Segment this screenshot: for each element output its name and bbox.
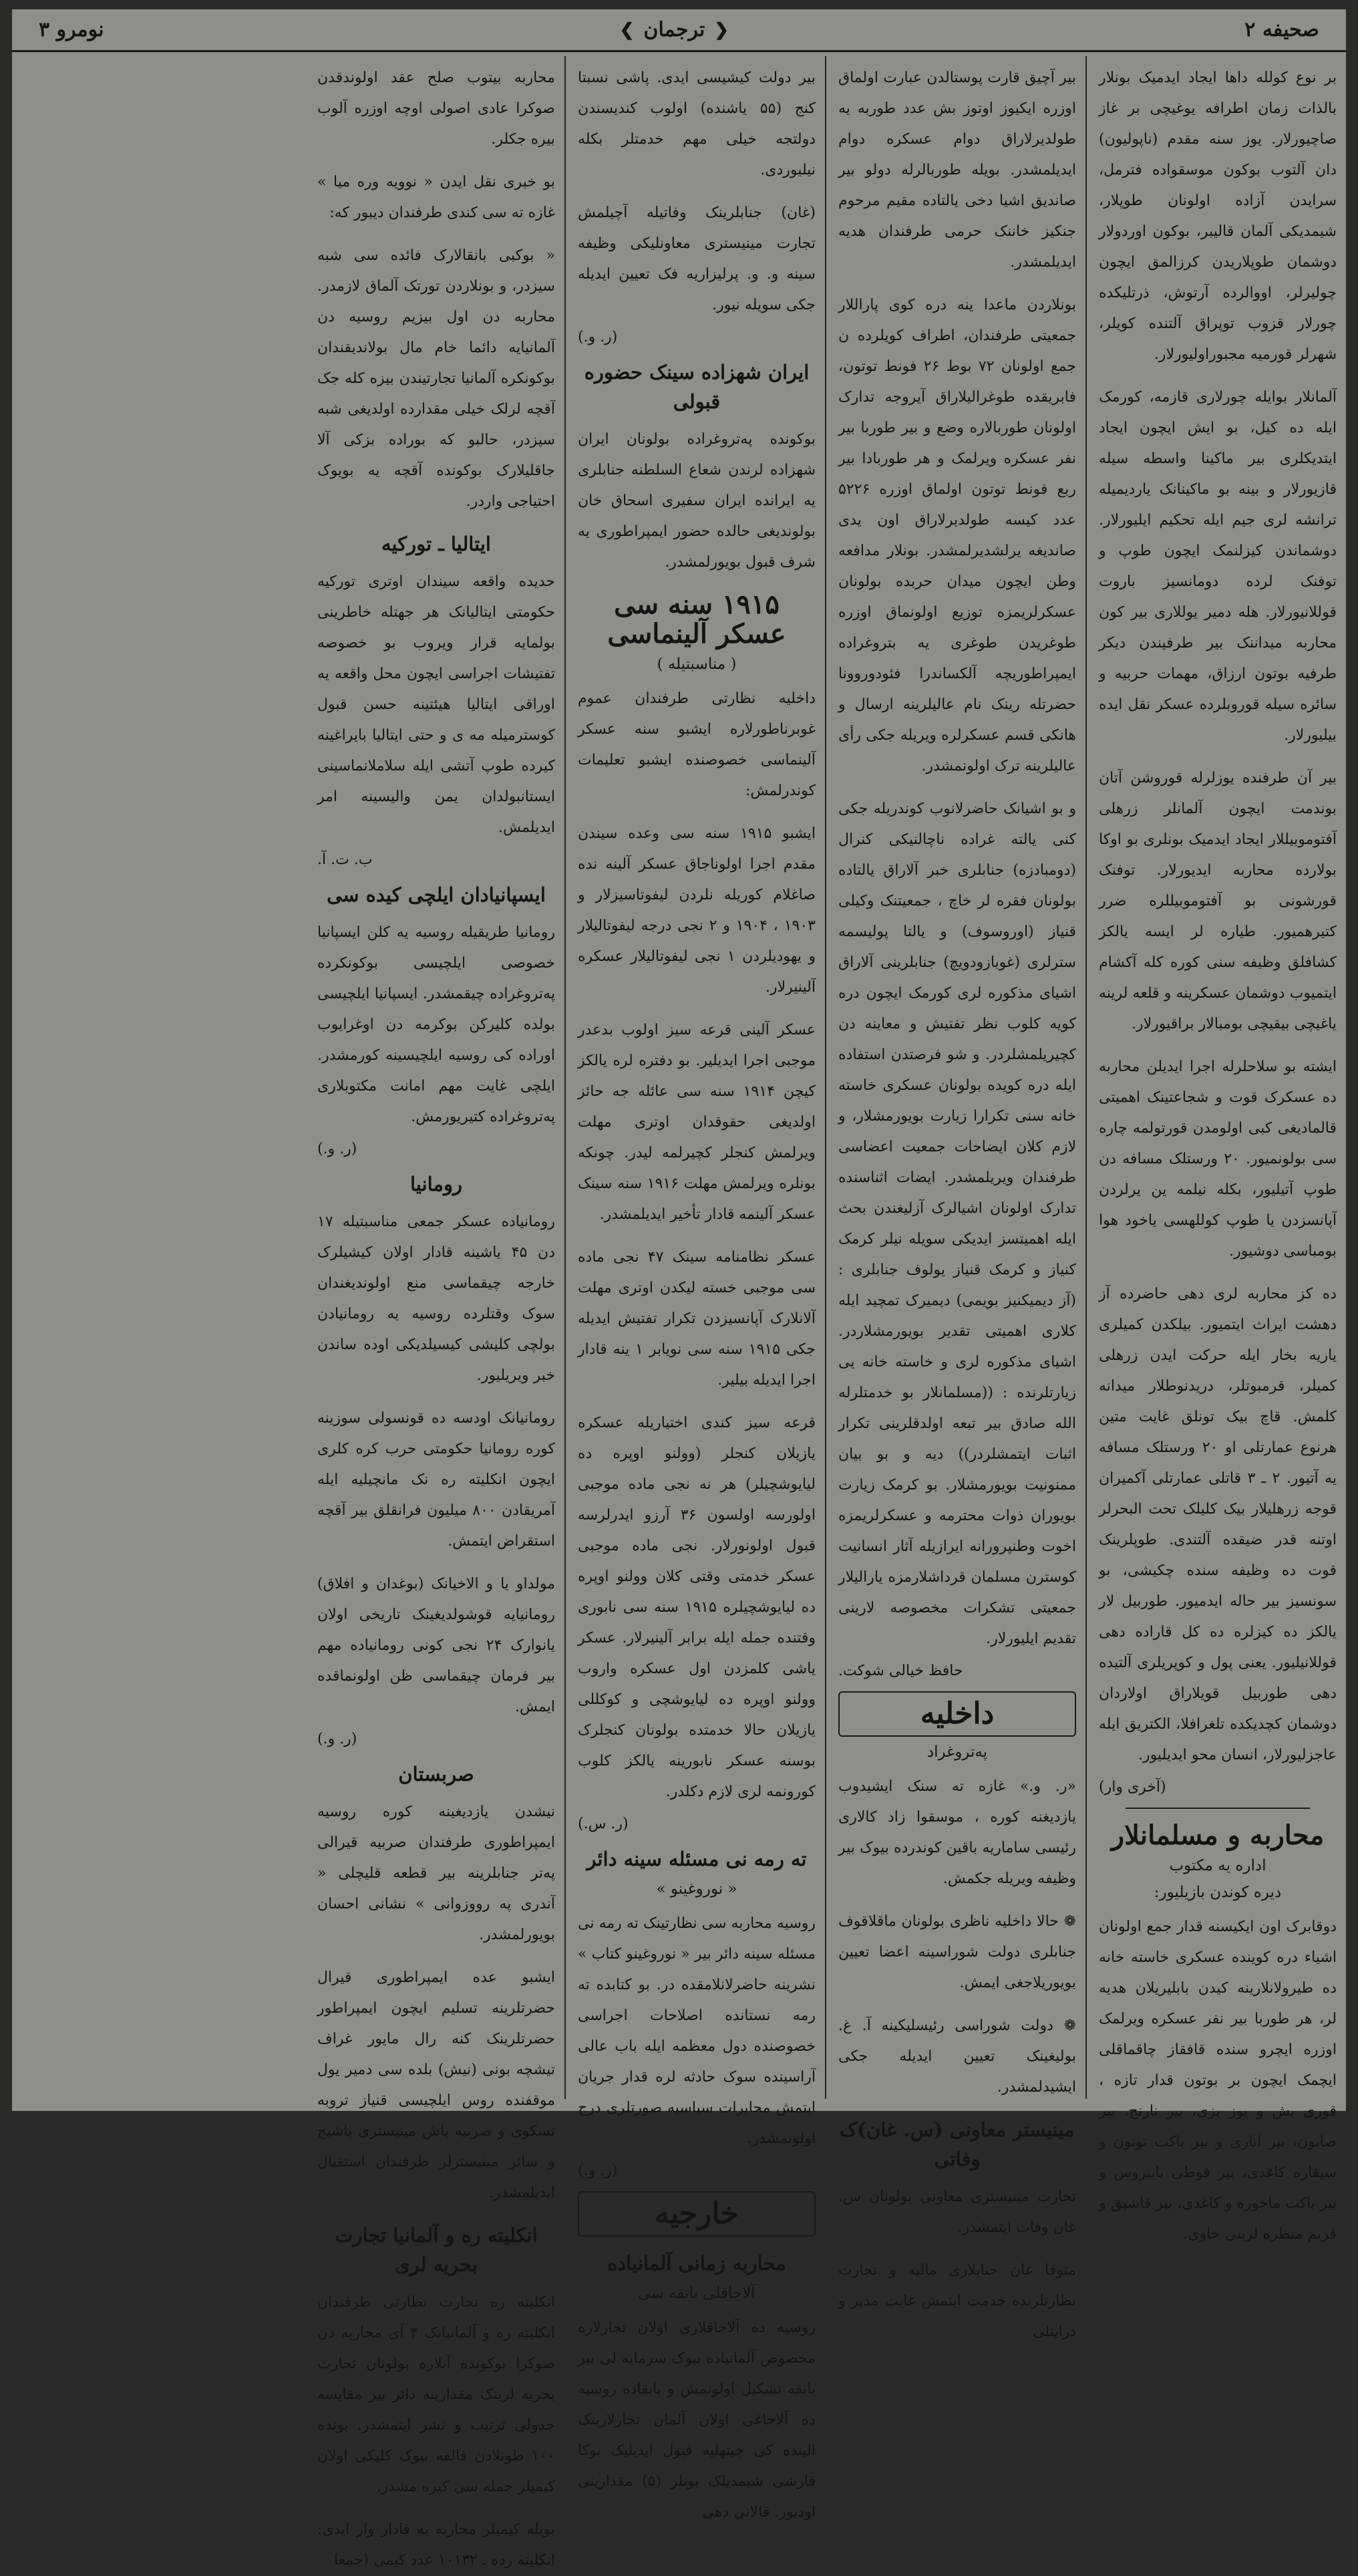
newspaper-title [620, 18, 729, 41]
article-signature: (ر. و.) [317, 1141, 357, 1157]
article-subheading: « نوروغینو » [656, 1880, 737, 1898]
article-paragraph: بوکونده پەتروغراده بولونان ایران شهزاده لرندن شعاع السلطنه جنابلری یه ایرانده ایران سفیری اسحاق خان بولوندیغی حالده حضور ایمپراطوری یه شرف قبول بویورلمشدر. [578, 431, 816, 571]
section-header: داخلیه [838, 1691, 1076, 1737]
column-rule [825, 56, 826, 2099]
article-paragraph: ❁ حالا داخلیه ناظری بولونان ماقلاقوف جنابلری دولت شوراسینه اعضا تعیین بویوریلاجغی ایمش. [838, 1913, 1076, 1991]
column-4 [312, 63, 560, 2569]
article-headline: انکلیته ره و آلمانیا تجارت بحریه لری [335, 2224, 538, 2276]
column-2 [833, 63, 1081, 2340]
article-paragraph: قرعه سیز کندی اختیاریله عسکره یازیلان کنجلر (وولنو اوپره ده لیایوشچیلر) هر نه نجی ماده موجبی اولورسه اولسون ۳۶ آرزو ایدرلرسه قبول اولونورلار. نجی ماده موجبی عسکر خدمتی وقتی کلان وولنو اوپره ده لیایوشچیلره ۱۹۱۵ سنه سی نابوری وقتنده جمله ایله برابر آلینیرلار. عسکر یاشی کلمزدن اول عسکره واروب وولنو اوپره ده لیایوشچی و کوکللی یازیلان حالا خدمتده بولونان کنجلرک بوسنه عسکر نابورینه یالکز کلوب کورونمه لری لازم دکلدر. [578, 1415, 816, 1800]
article-paragraph: بو خبری نقل ایدن « نوویه وره میا » غازه ته سی کندی طرفندان دیبور که: [317, 174, 555, 221]
article-paragraph: محاربه بیتوب صلح عقد اولوندقدن صوکرا عادی اصولی اوچه اوزره آلوب بیره جکلر. [317, 69, 555, 148]
article-subheading: پەتروغراد [926, 1743, 988, 1761]
article-headline: ایسپانیادان ایلچی کیده سی [327, 883, 546, 906]
ornament-left-icon: ❮ [714, 19, 729, 40]
article-paragraph: ❁ دولت شوراسی رئیسلیکینه آ. غ. بولیغینک تعیین ایدیله جکی ایشیدلمشدر. [838, 2017, 1076, 2096]
article-subheading: اداره یه مکتوب [1169, 1857, 1266, 1874]
column-rule [564, 56, 566, 2099]
article-paragraph: بویله کیمیلر محاربه یه قادار وار ایدی: انکلیته رده ـ ۱۰۱۳۲ عدد کیمی (جمعا [317, 2521, 555, 2569]
article-paragraph: روسیه ده آلاجاقلاری اولان تجارلاره مخصوص آلمانیاده بیوک سرمایه لی بیر بانقه تشکیل اولونمش و بانقاده روسیه ده آلاجاغی اولان آلمان تجارلارینک الینده کی جیتهلیه قبول ایدیلیک بوکا قارشی شیمدیلک بونلر (۵) مقدارینی اودیور. قالانی دهی [578, 2319, 816, 2521]
article-subheading: دیره کوندن بازیلیور: [1154, 1884, 1282, 1901]
article-headline: ته رمه نی مسئله سینه دائر [586, 1848, 807, 1870]
page-label: صحیفه ۲ [1244, 18, 1319, 41]
article-paragraph: و بو اشیانک حاضرلانوب کوندریله جکی کنی یالته غراده ناچالنیکی کنرال (دومبادزه) جنابلری خبر آلاراق یالتاده بولونان فقره لر خاچ ، جمعیتنک وکیلی قنیاز (اوروسوف) و یالتا پولیسمه سترلری (غوبازودویچ) جنابلرینی آلاراق اشیای مذکوره لری کورمک ایچون دره کویه کلوب نظر تفتیش و معاینه دن کچیریلمشلردر. و شو فرصتدن استفاده ایله دره کویده بولونان عسکری خاسته خانه سنی تکرارا زیارت بویورمشلار، و لازم کلان ایضاحات جمعیت اعضاسی طرفندان ویریلمشدر. ایضات اثناسنده تدارک اولونان اشیالرک آزلیغندن بحث ایله اهمیتسز ایدیکی سویله نیلر کرمک کنیاز و کرمک قنیاز یولوف جنابلری : (آز دیمیکنیز بویمی) دیمیرک تمچید ایله کلاری اهمیتی تقدیر بویورمشلاردر. اشیای مذکوره لری و خاسته خانه یی زیارتلرنده : ((مسلمانلار بو خدمتلرله الله صادق بیر تبعه اولدقلرینی تکرار اثبات ایتمشلردر)) دیه و بو بیان ممنونیت بویورمشلار. بو کرمک زیارت بویوران ذوات محترمه و عسکرلریمزه اخوت وطنپرورانه ایرازیله آثار انسانیت کوسترن مسلمان قرداشلارمزه یارالیلار جمعیتی تشکرات مخصوصه لارینی تقدیم ایلیورلار. [838, 801, 1076, 1647]
article-signature: حافظ خیالی شوکت. [838, 1663, 963, 1679]
article-paragraph: ایشبو ۱۹۱۵ سنه سی وعده سیندن مقدم اجرا اولوناجاق عسکر آلینه نده صاغلام کوریله نلردن لیفوتاسیزلار و ۱۹۰۳ ، ۱۹۰۴ و ۲ نجی درجه لیفوتالیلار و یهودیلردن ۱ نجی لیفوتالیلار عسکره آلینیرلار. [578, 825, 816, 996]
article-signature: ب. ت. آ. [317, 851, 373, 868]
article-paragraph: آلمانلار بوایله چورلاری قازمه، کورمک ایله ده کیل، بو ایش ایچون ایجاد ایتدیکلری بیر ماکینا واسطه سیله قازیورلار و بینه بو ماکینانک یاردیمیله ترانشه لری جیم ایله تحکیم ایلیورلار. دوشماندن کیزلنمک ایچون طوپ و توفنک لرده دومانسیز باروت قوللانیورلار. هله دمیر یوللاری بیر کون محاربه میداننک بیر طرفیندن دیکر طرفیه بوتون ارزاق، مهمات حربیه و سائره سیله قوروبلرده عسکر نقل ایده بیلیورلار. [1099, 389, 1337, 744]
article-paragraph: نیشدن یازدیغینه کوره روسیه ایمپراطوری طرفندان صربیه قیرالی پەتر جنابلرینه بیر قطعه قلیچلی « آندری په رووزوانی » نشانی احسان بویورلمشدر. [317, 1804, 555, 1943]
masthead [12, 9, 1346, 52]
article-paragraph: تجارت مینیستری معاونی بولونان س. غان وفات ایتمشدر. [838, 2188, 1076, 2236]
article-headline: مینیستر معاونی (س. غان)ک وفاتی [840, 2118, 1075, 2170]
article-paragraph: عسکر آلینی قرعه سیز اولوب بدعدر موجبی اجرا ایدیلیر. بو دفتره لره یالکز کیچن ۱۹۱۴ سنه سی عائله جه حائز اولدیغی حقوقدان اوتری مهلت ویرلمش کنجلر کچیرلمه لیدر. چونکه بونلره ویرلمش مهلت ۱۹۱۶ سنه سینک عسکر آلینمه قادار تأخیر ایدیلمشدر. [578, 1022, 816, 1223]
section-divider [1126, 1808, 1310, 1809]
article-paragraph: بونلاردن ماعدا ینه دره کوی پاراللار جمعیتی طرفندان، اطراف کویلرده ن جمع اولونان ۷۲ بوط ۲۶ فونط توتون، فابریقده طوغرالیلاراق آیروجه تدارک اولونان طوربالاره وضع و بیر طوربا بیر نفر عسکره ویرلمک و هر طوربادا بیر ربع فونط توتون اولماق اوزره ۵۲۲۶ عدد کیسه طولدیرلاراق اون یدی صاندیغه یرلشدیرلمشدر. بونلار مدافعه وطن ایچون میدان حربده بولونان عسکرلریمزه توزیع اولونماق اوزره طوغریدن طوغری یه بتروغراده ایمپراطوریچه آلکساندرا فئودوروونا حضرتله رینک نام عالیلرینه ارسال و هانکی قسم عسکرلره ویریله جکی رأی عالیلرینه ترک اولونمشدر. [838, 297, 1076, 774]
article-headline: رومانیا [409, 1173, 463, 1195]
article-headline: محاربه و مسلمانلار [1111, 1820, 1325, 1851]
article-paragraph: عسکر نظامنامه سینک ۴۷ نجی ماده سی موجبی خسته لیکدن اوتری مهلت آلانلارک آپانسیزدن تکرار تفتیش ایدیله جکی ۱۹۱۵ سنه سی نویابر ۱ ینه قادار اجرا ایدیله بیلیر. [578, 1249, 816, 1389]
article-headline: محاربه زمانی آلمانیاده [607, 2252, 786, 2275]
article-paragraph: مولداو یا و الاخیانک (بوغدان و افلاق) رومانیایه قوشولدیغینک تاریخی اولان یانوارک ۲۴ نجی کونی رومانیاده مهم بیر فرمان چیقماسی ظن اولونماقده ایمش. [317, 1576, 555, 1715]
article-paragraph: بیر آن طرفنده یوزلرله قوروشن آتان بوندمت ایچون آلمانلر زرهلی آفتوموبیللار ایجاد ایدمیک بونلری بو اوکا بولارده محاربه ایدیورلار. توفنک قورشونی بو آفتوموبیللره ضرر کتیرهمیور. طیاره لر ایسه یالکز کشافلق وظیفه سنی کوره کله آکشام ایتمیوب دوشمان عسکرینه و قلعه لرینه یاغیچی بیقیچی بومبالار براقیورلار. [1099, 770, 1337, 1032]
article-paragraph: بر نوع کولله داها ایجاد ایدمیک بونلار بالذات زمان اطرافه یوغیچی بر غاز صاچیورلار. یوز سنه مقدم (ناپولیون) دان آلتوب بوکون موسقواده فترمل، سرایدن آزاده اولونان طوپلار، شیمدیکی آلمان قالیبر، بوکون اوردولار دوشمان طوپلاریدن کرزالمق ایچون چولیرلر، اووالرده آرتوش، ذرتلیکده چورلار قزوب توپراق آلتنده کویلر، شهرلر قورمیه مجبوراولیورلار. [1099, 69, 1337, 363]
section-header: خارجیه [578, 2191, 816, 2237]
article-headline: صربستان [398, 1763, 474, 1785]
article-paragraph: بیر دولت کیشیسی ایدی. پاشی نسبتا کنج (۵۵ یاشنده) اولوب کندیسندن دولتجه خیلی مهم خدمتلر بکله نیلیوردی. [578, 69, 816, 178]
article-paragraph: (غان) جنابلرینک وفاتیله آچیلمش تجارت مینیستری معاونلیکی وظیفه سینه و. و. پرلیزاریه فک تعیین ایدیله جکی سویله نیور. [578, 204, 816, 313]
article-paragraph: روسیه محاربه سی نظارتینک ته رمه نی مسئله سینه دائر بیر « نوروغینو کتاب » نشرینه حاضرلانلامقده در. بو کتابده ته رمه نستانده اصلاحات اجراسی خصوصنده دول معظمه ایله باب عالی آراسینده سوک حادثه لره قدار جریان ایتمش محابرات سیاسیه صورتلری درج اولونمشدر. [578, 1915, 816, 2147]
article-subheading: ( مناسبتیله ) [657, 656, 737, 673]
article-paragraph: حدیده واقعه سیندان اوتری تورکیه حکومتی ایتالیانک هر جهتله خاطرینی بولمایه قرار ویروب بو خصوصه تفتیشات اجراسی ایچون محل واقعه یه اوراقی ایتالیا هیئتینه حسن قبول کوسترمیله مه ی و حتی ایتالیا بایراغینه کیرده طوپ آتشی ایله سلاملانماسینی ایستانبولدان یمن والیسینه امر ایدیلمش. [317, 573, 555, 836]
article-headline: ۱۹۱۵ سنه سی عسکر آلینماسی [607, 589, 786, 650]
article-signature: (ر. س.) [578, 1816, 629, 1832]
column-3 [572, 63, 821, 2521]
article-paragraph: بیر آچیق قارت پوستالدن عبارت اولماق اوزره ایکیوز اوتوز بش عدد طوربه یه طولدیرلاراق دوام عسکره دوام ایدیلمشدر. بویله طوربالرله دولو بیر صاندیق اشیا دخی یالتاده مقیم مرحوم جنکیز خاننک حرمی طرفندان هدیه ایدیلمشدر. [838, 69, 1076, 271]
title-text: ترجمان [643, 18, 705, 41]
article-paragraph: ایشته بو سلاحلرله اجرا ایدیلن محاربه ده عسکرک قوت و شجاعتینک اهمیتی قالمادیغی کبی اولومدن قورتولمه چاره سی بولونمیور. ۲۰ ورستلک مسافه دن طوپ آتیلیور، بکله نیلمه ین یرلردن آپانسزدن یا طوپ کوللهسی یاخود هوا بومباسی دوشیور. [1099, 1058, 1337, 1260]
article-paragraph: «ر. و.» غازه ته سنک ایشیدوب یازدیغنه کوره ، موسقوا زاد کالاری رئیسی ساماریه باقین کوندرده بیوک بیر وظیفه ویریله جکمش. [838, 1778, 1076, 1887]
article-headline: ایتالیا ـ تورکیه [381, 533, 491, 555]
article-signature: (آخری وار) [1099, 1779, 1166, 1796]
article-paragraph: رومانیا طریقیله روسیه یه کلن ایسپانیا خصوصی ایلچیسی بوکونکرده پەتروغراده چیقمشدر. ایسپانیا ایلچیسی بولده کلیرکن بوکرمه دن اوغرایوب اوراده کی روسیه ایلچیسینه کورمشدر. ایلچی غایت مهم امانت مکتوبلاری پەتروغراده کتیریورمش. [317, 924, 555, 1125]
article-paragraph: ایشبو عده ایمپراطوری قیرال حضرتلرینه تسلیم ایچون ایمپراطور حضرتلرینک کنه رال مایور غراف تیشچه بونی (نیش) بلده سی دمیر یول موقفنده روس ایلچیسی قنیاز تروبه تسکوی و صربیه باش مینیستری باشیچ و سائر مینیسترلر طرفندان استقبال ایدیلمشدر. [317, 1969, 555, 2201]
article-paragraph: ده کز محاربه لری دهی حاضرده آز دهشت ایراث ایتمیور. بیلکدن کمیلری یاریه بخار ایله حرکت ایدن زرهلی کمیلر، قرمبوتلر، دریدنوطلار میدانه کلمش. قاچ بیک تونلق غایت متین هرنوع عمارتلی او ۲۰ ورستلک مسافه یه آتیور. ۲ ـ ۳ قاتلی عمارتلی آکمیران قوجه زرهلیلار بیک کلیلک تحت البحرلر اوتنه قدر ضیقده آلتندی. طوپلرینک قوت ده وظیفه سنده چکیشی، بو سونسیز بیر حاله ایدمیور. طوربیل لار یالکز ده کیزلره ده کل قاراده دهی قوللانیلیور. یعنی پول و کوپریلری آلتیده دهی طوربیل قویلاراق اولاردان دوشمان کچدیکده تلغرافلا، الکتریق ایله عاجزلیورلار، انسان محو ایدیلیور. [1099, 1286, 1337, 1763]
article-headline: ایران شهزاده سینک حضوره قبولی [584, 361, 810, 413]
article-signature: (ر. و.) [578, 329, 618, 345]
column-1 [1093, 63, 1342, 2243]
article-paragraph: « بوکبی بانقالارک فائده سی شبه سیزدر، و بونلاردن تورتک آلماق لازمدر. محاربه دن اول بیزیم روسیه دن آلمانیایه دائما خام مال بولاندیقندان بوکونکره آلمانیا تجارتیندن بیزه کله جک آقچه لرلک خیلی مقدارده اولدیغی شبه سیزدر، حالبو که بوراده بزکی آلا جاقلیلارک بوکونده آقچه یه بویوک احتیاجی واردر. [317, 247, 555, 510]
article-paragraph: متوفا غان جنابلاری مالیه و تجارت نظارتلرنده خدمت ایتمش غایت مدیر و درایتلی [838, 2262, 1076, 2340]
column-rule [1085, 56, 1087, 2099]
article-paragraph: دوقابرک اون ایکیسنه قدار جمع اولونان اشیاء دره کوینده عسکری خاسته خانه ده طیرولانلارینه کیدن بابلیریلان هدیه لر، هر طوربا بیر نفر عسکره ویرلمک اوزره ایچرو سنده قافقاز چاقماقلی ایچمک ایچون بر بوتون قدار تازه ، قوری بش و یوز بزی، بیر نارنج، بیر صابون، بیر اتاری و بیر باکت توتون و سیقاره کاغدی، بیر قوطی بابیروس و بیر باکت ماخوره و کاغدی، بیر قاشیق و قریم منظره لرینی حاوی. [1099, 1918, 1337, 2243]
article-paragraph: رومانیانک اودسه ده قونسولی سوزینه کوره رومانیا حکومتی حرب کره کلری ایچون انکلیته ره نک مانچیلیه ایله آمریقادن ۸۰۰ میلیون فرانقلق بیر آقچه استقراض ایتمش. [317, 1410, 556, 1550]
article-subheading: آلاجاقلی بانقه سی [638, 2285, 755, 2302]
article-paragraph: انکلیته ره تجارت نظارتی طرفندان انکلیته ره و آلمانیانک ۴ آی محاربه دن صوکرا بوکونده آنلاره بولونان تجارت بحریه لرینک مقدارینه دائر بیر مقایسه جدولی ترتیب و نشر ایتمشدر. بونده ۱۰۰ طونلادن قالقه بیوک کلیکی اولان کیمیلر جمله سی کیره مشدر. [317, 2294, 555, 2495]
article-signature: (ر. و.) [317, 1731, 357, 1747]
newspaper-page [12, 9, 1346, 2569]
issue-number: نومرو ۳ [39, 18, 104, 41]
ornament-right-icon: ❯ [619, 19, 635, 40]
article-paragraph: رومانیاده عسکر جمعی مناسبتیله ۱۷ دن ۴۵ یاشینه قادار اولان کیشیلرک خارجه چیقماسی منع اولوندیغندان سوک وقتلرده روسیه یه رومانیادن بولچی کلیشی کیسیلدیکی اوده ساندن خبر ویریلیور. [317, 1213, 555, 1384]
article-paragraph: داخلیه نظارتی طرفندان عموم غوبرناطورلاره ایشبو سنه عسکر آلینماسی خصوصنده ایشبو تعلیمات کوندرلمش: [578, 690, 816, 799]
article-signature: (ر. و.) [578, 2162, 618, 2179]
